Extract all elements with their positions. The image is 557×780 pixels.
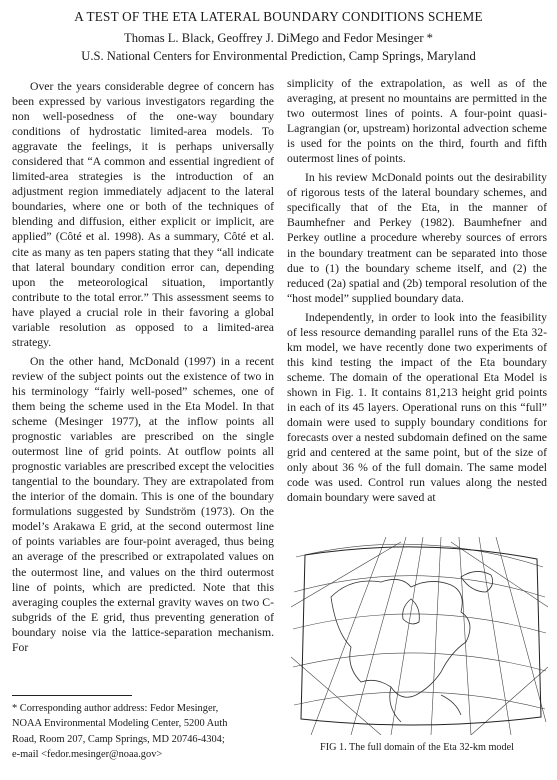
right-paragraph-3: Independently, in order to look into the feasibility of less resource demanding parallel runs of the Eta 32-km model, we have recently done two experiments of this kind testing the impact of the Eta boundary scheme. The domain of the operational Eta Model is shown in Fig. 1. It contains 81,213 height grid points in each of its 45 layers. Operational runs on this “full” domain were used to supply boundary conditions for forecasts over a nested subdomain defined on the same grid and centered at the same point, but of the size of only about 36 % of the full domain. The same model code was used. Control run values along the nested domain boundary were saved at [287,310,547,505]
eta-domain-map-figure [291,537,548,735]
right-paragraph-1: simplicity of the extrapolation, as well as of the averaging, at present no mountains are permitted in the two outermost lines of points. A four-point quasi-Lagrangian (or, upstream) horizontal advection scheme is used for the points on the third, fourth and fifth outermost lines of points. [287,77,547,166]
left-column [12,79,274,655]
footnote-line-2: NOAA Environmental Modeling Center, 5200 Auth [12,718,228,730]
footnote-divider [12,695,132,696]
left-paragraph-2: On the other hand, McDonald (1997) in a recent review of the subject points out the existence of two in his terminology “fairly well-posed” schemes, one of them being the scheme used in the Eta Model. In that scheme (Mesinger 1977), at the inflow points all prognostic variables are prescribed on the single outermost line of grid points. At outflow points all prognostic variables are prescribed except the velocities tangential to the boundary. They are extrapolated from the interior of the domain. This is one of the boundary formulations suggested by Sundström (1973). On the model’s Arakawa E grid, at the second outermost line of points variables are four-point averaged, thus being an average of the prescribed or extrapolated values on the outermost line, and values on the third outermost line of points, which are predicted. Note that this averaging couples the external gravity waves on two C-subgrids of the E grid, thus preventing generation of boundary noise via the lattice-separation mechanism. For [12,354,274,654]
footnote-line-3: Road, Room 207, Camp Springs, MD 20746-4304; [12,733,225,745]
right-paragraph-2: In his review McDonald points out the desirability of rigorous tests of the lateral boundary schemes, and specifically that of the Eta, in the manner of Baumhefner and Perkey (1982). Baumhefner and Perkey outline a procedure whereby sources of errors in the boundary treatment can be separated into those due to (1) the boundary scheme itself, and (2) the reduced (2a) spatial and (2b) temporal resolution of the “host model” supplied boundary data. [287,171,547,305]
right-column [287,76,547,505]
footnote-line-4: e-mail <fedor.mesinger@noaa.gov> [12,749,163,761]
affiliation-line: U.S. National Centers for Environmental Prediction, Camp Springs, Maryland [81,49,476,63]
footnote [12,701,282,763]
figure-caption: FIG 1. The full domain of the Eta 32-km model [320,742,514,753]
paper-title: A TEST OF THE ETA LATERAL BOUNDARY CONDITIONS SCHEME [74,9,483,24]
footnote-line-1: * Corresponding author address: Fedor Mesinger, [12,703,219,714]
left-paragraph-1: Over the years considerable degree of concern has been expressed by various investigators regarding the non well-posedness of the one-way boundary conditions of hydrostatic limited-area models. To aggravate the feelings, it is perhaps universally considered that “A common and essential ingredient of limited-area strategies is the introduction of an adjustment region immediately adjacent to the lateral boundaries, where one or both of the techniques of blending and diffusion, either explicit or implicit, are applied” (Côté et al. 1998). As a summary, Côté et al. cite as many as ten papers stating that they “all indicate that lateral boundary condition error can, depending upon the meteorological situation, importantly contribute to the total error.” This assessment seems to have played a crucial role in their favoring a global variable resolution as opposed to a limited-area strategy. [12,80,274,349]
author-line: Thomas L. Black, Geoffrey J. DiMego and Fedor Mesinger * [124,31,433,45]
